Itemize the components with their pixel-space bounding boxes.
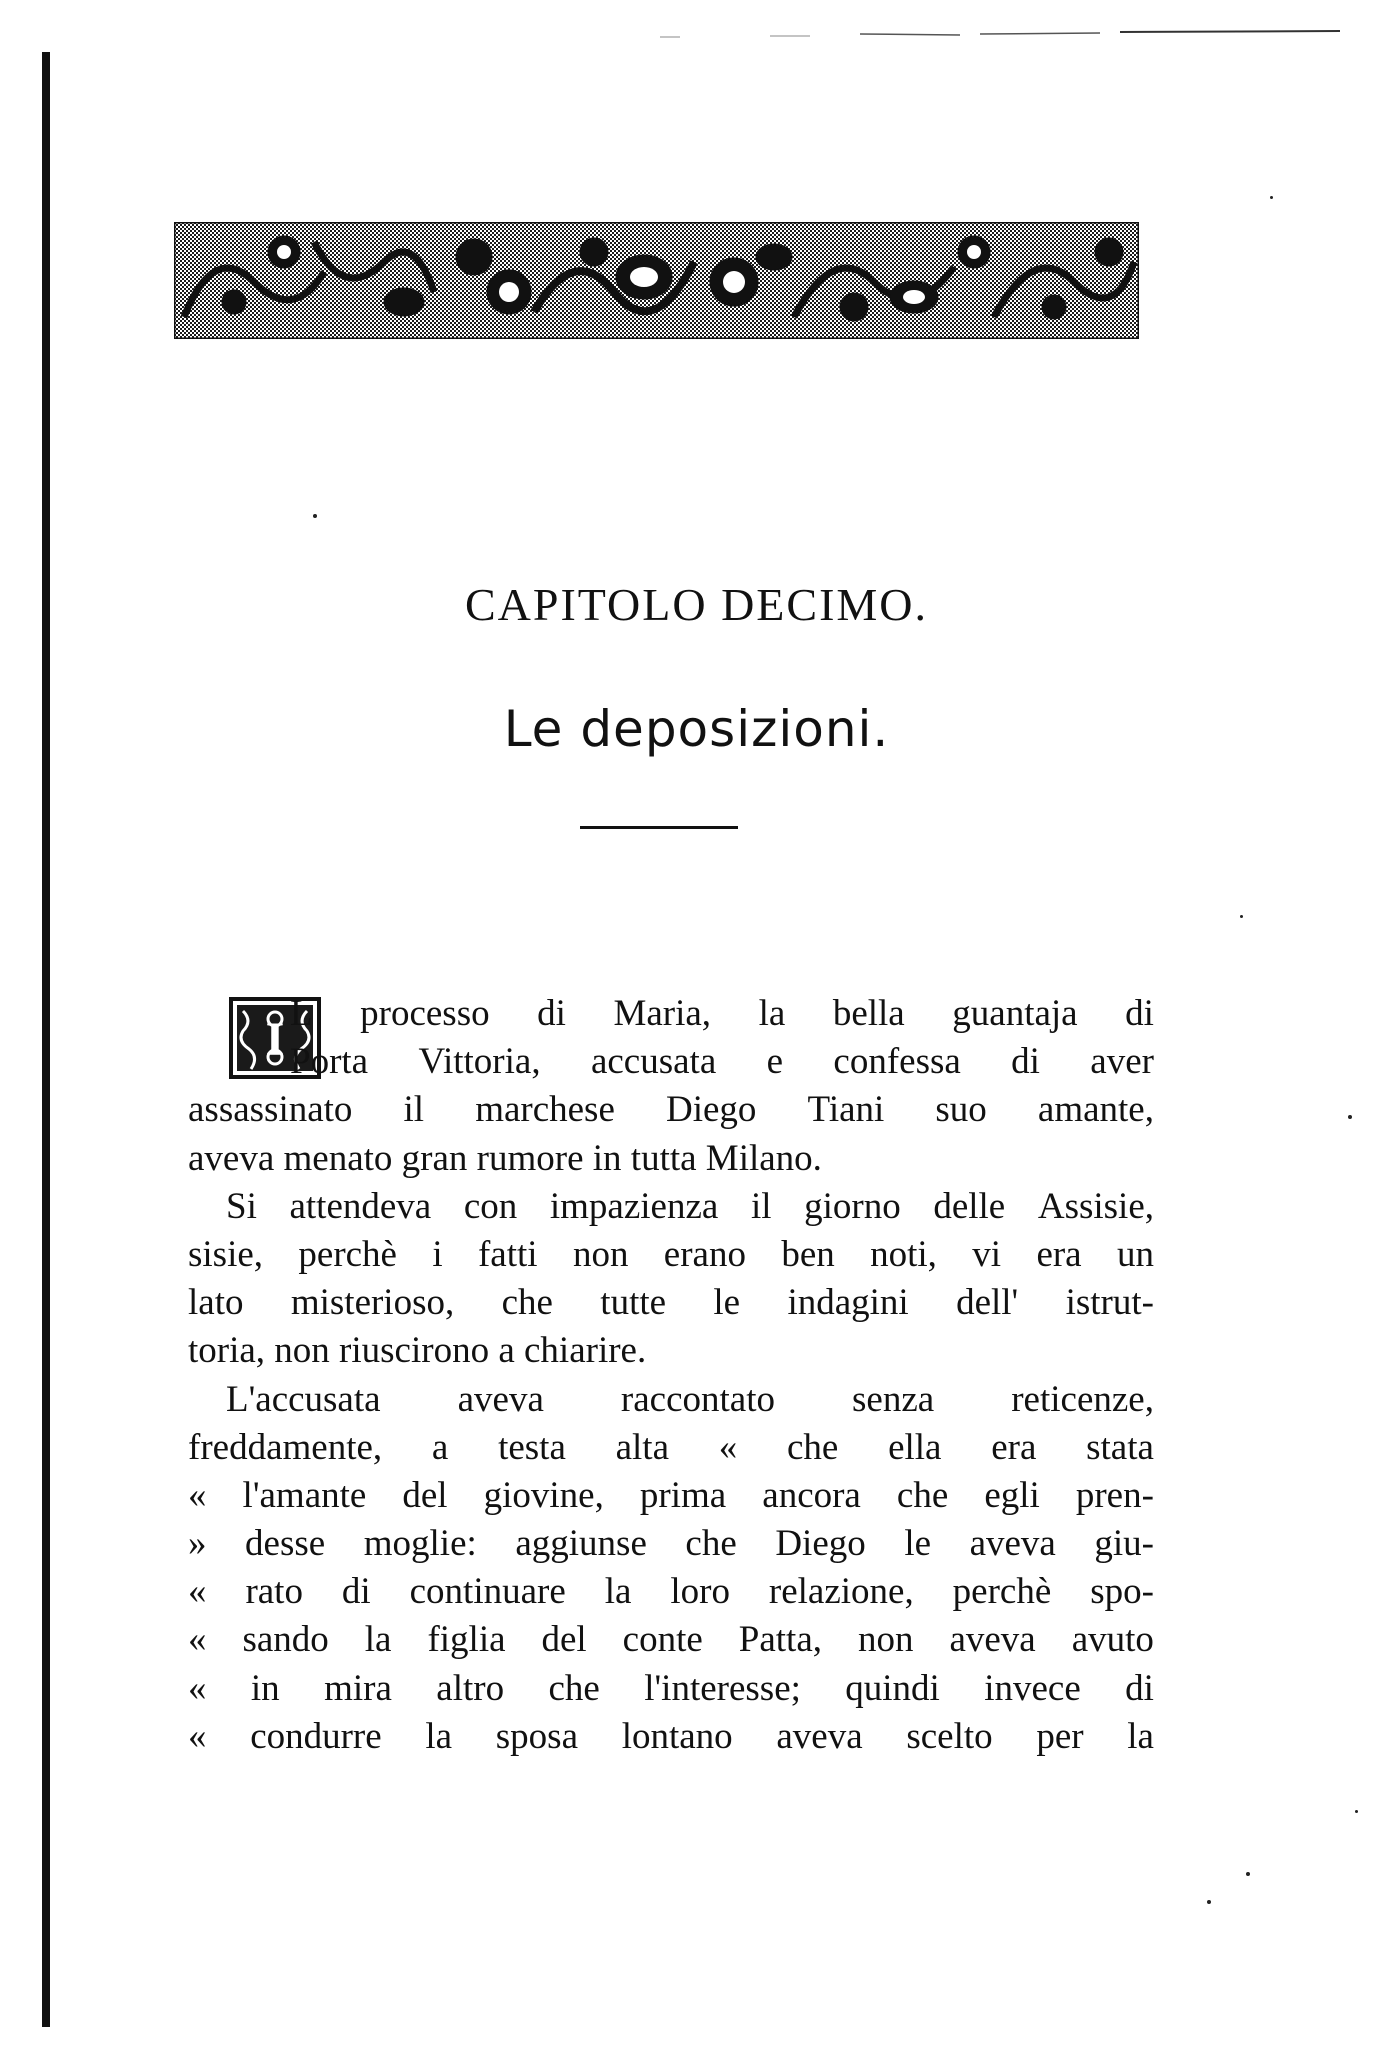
drop-cap-letter: I [265, 1013, 285, 1066]
text-line: « condurre la sposa lontano aveva scelto per la [188, 1715, 1154, 1757]
text-line: Porta Vittoria, accusata e confessa di aver [290, 1041, 1154, 1083]
text-line: assassinato il marchese Diego Tiani suo amante, [188, 1089, 1154, 1131]
body-text [188, 990, 1154, 1761]
binding-edge [42, 52, 50, 2027]
text-line: « rato di continuare la loro relazione, perchè spo- [188, 1571, 1154, 1613]
text-line: aveva menato gran rumore in tutta Milano. [188, 1137, 822, 1179]
scan-noise [660, 28, 1340, 42]
scan-speck [1355, 1810, 1358, 1813]
text-line: sisie, perchè i fatti non erano ben noti, vi era un [188, 1233, 1154, 1275]
text-line: « sando la figlia del conte Patta, non aveva avuto [188, 1619, 1154, 1661]
scan-speck [1207, 1900, 1211, 1904]
text-line: « in mira altro che l'interesse; quindi invece di [188, 1667, 1154, 1709]
scan-speck [313, 514, 317, 518]
scan-speck [1240, 915, 1243, 918]
text-line: freddamente, a testa alta « che ella era stata [188, 1426, 1154, 1468]
scan-speck [1246, 1872, 1250, 1876]
floral-vine-ornament-icon [174, 222, 1139, 339]
chapter-subtitle: Le deposizioni. [503, 700, 890, 758]
text-line: lato misterioso, che tutte le indagini dell' istrut- [188, 1282, 1154, 1324]
scan-speck [1270, 196, 1273, 199]
title-rule [580, 826, 738, 829]
text-line: L processo di Maria, la bella guantaja di [290, 993, 1154, 1034]
text-line: Si attendeva con impazienza il giorno delle Assisie, [226, 1185, 1154, 1227]
chapter-heading: CAPITOLO DECIMO. [464, 579, 929, 630]
text-line: « l'amante del giovine, prima ancora che egli pren- [188, 1474, 1154, 1516]
scan-speck [1348, 1115, 1352, 1119]
text-line: » desse moglie: aggiunse che Diego le aveva giu- [188, 1523, 1154, 1565]
text-line: toria, non riuscirono a chiarire. [188, 1330, 647, 1372]
text-line: L'accusata aveva raccontato senza reticenze, [226, 1378, 1154, 1420]
